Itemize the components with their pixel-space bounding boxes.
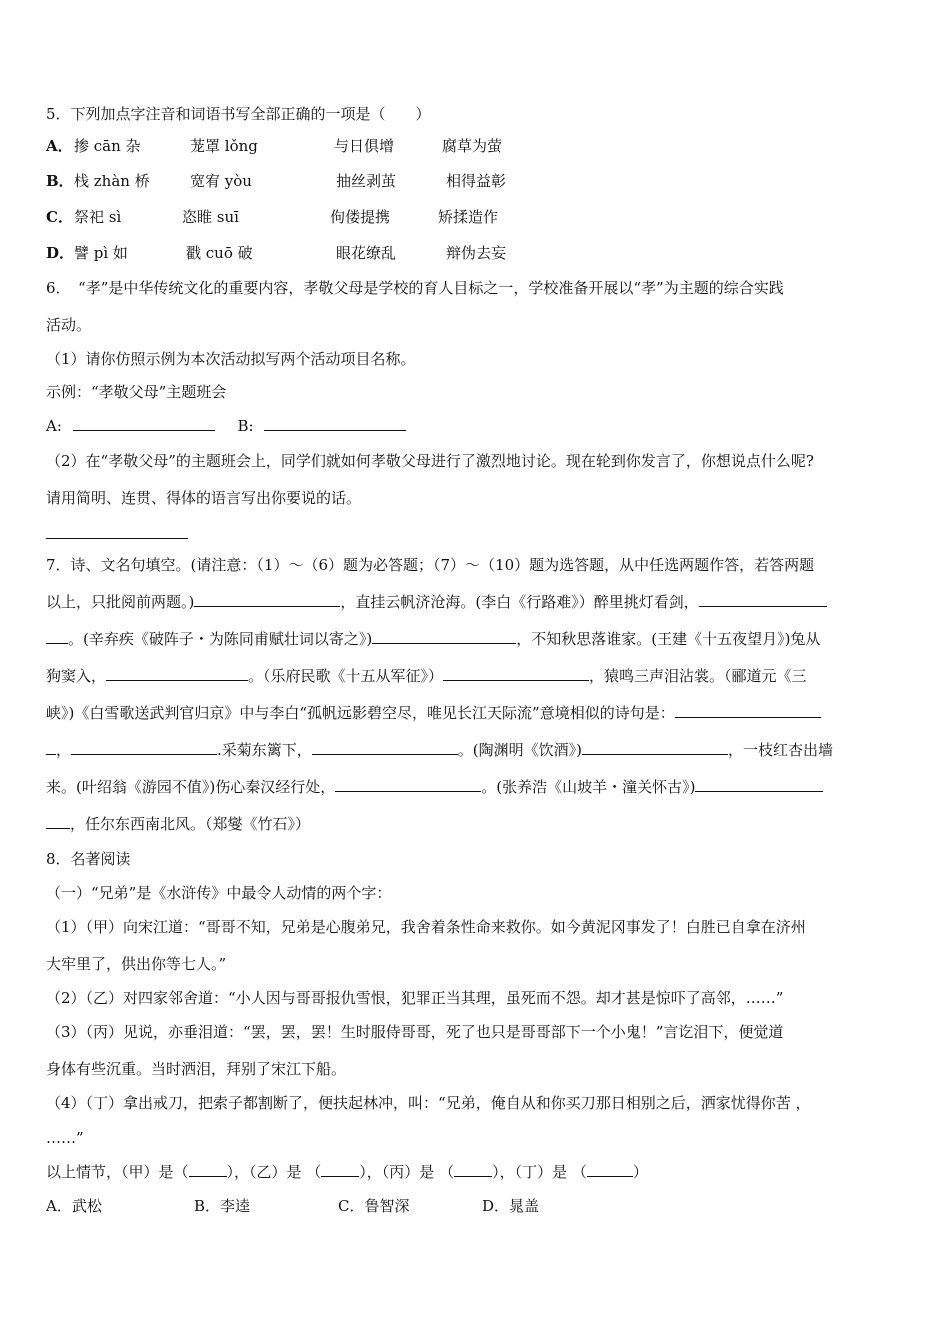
q6-stem-line-2: 活动。: [46, 316, 92, 334]
q7-blank-8[interactable]: [312, 740, 458, 755]
q7-blank-9[interactable]: [582, 740, 728, 755]
q7-line-6: [46, 740, 833, 760]
q7-line-3-text-a: 。(辛弃疾《破阵子・为陈同甫赋壮词以寄之》): [68, 630, 373, 648]
q6-sub-question-2-line-1: （2）在“孝敬父母”的主题班会上，同学们就如何孝敬父母进行了激烈地讨论。现在轮到你发言了，你想说点什么呢?: [46, 452, 814, 470]
q8-question-ding: ），（丁）是 （: [492, 1163, 587, 1181]
q7-blank-11a[interactable]: [695, 777, 823, 792]
q5-option-d-word-4: 辩伪去妄: [446, 244, 507, 262]
q5-option-b-label: B．: [46, 172, 74, 190]
q8-title: 8．名著阅读: [46, 850, 131, 868]
q5-option-c-label: C．: [46, 208, 73, 226]
q8-passage-4-line-1: （4）（丁）拿出戒刀，把索子都割断了，便扶起林冲，叫：“兄弟，俺自从和你买刀那日相别之后，洒家忧得你苦 ，: [46, 1094, 811, 1112]
q8-option-c: C．鲁智深: [338, 1197, 410, 1215]
q8-passage-4-line-2: ……”: [46, 1129, 84, 1147]
q8-passage-1-line-2: 大牢里了，供出你等七人。”: [46, 955, 227, 973]
q7-line-7-text-b: 。(张养浩《山坡羊・潼关怀古》): [481, 778, 696, 796]
q5-option-d-word-2: 戳 cuō 破: [186, 244, 253, 262]
q8-passage-3-line-2: 身体有些沉重。当时洒泪，拜别了宋江下船。: [46, 1060, 347, 1078]
q6-stem-line-1: 6． “孝”是中华传统文化的重要内容，孝敬父母是学校的育人目标之一，学校准备开展以“孝”为主题的综合实践: [46, 279, 784, 297]
q6-answer-b-label: B:: [237, 417, 254, 435]
q5-option-c-word-1: 祭祀 sì: [74, 208, 122, 226]
q6-answer-a-label: A:: [46, 417, 62, 435]
q7-line-4-text-a: 狗窦入，: [46, 667, 107, 685]
q7-line-6-text-d: ，一枝红杏出墙: [728, 741, 834, 759]
q8-passage-3-line-1: （3）（丙）见说，亦垂泪道：“罢，罢，罢！生时服侍哥哥，死了也只是哥哥部下一个小鬼！”言讫泪下，便觉道: [46, 1023, 784, 1041]
q6-sub-question-1: （1）请你仿照示例为本次活动拟写两个活动项目名称。: [46, 350, 416, 368]
q7-blank-5[interactable]: [443, 666, 589, 681]
q5-option-d-word-3: 眼花缭乱: [336, 244, 397, 262]
q7-line-2: [46, 592, 827, 612]
q5-option-c-word-3: 佝偻提携: [330, 208, 391, 226]
q7-line-1: 7．诗、文名句填空。(请注意：（1）～（6）题为必答题；（7）～（10）题为选答题，从中任选两题作答，若答两题: [46, 556, 815, 574]
q7-blank-2a[interactable]: [699, 592, 827, 607]
q7-line-6-text-b: .采菊东篱下，: [217, 741, 312, 759]
q7-line-5-text: 峡》)《白雪歌送武判官归京》中与李白“孤帆远影碧空尽，唯见长江天际流”意境相似的诗句是：: [46, 704, 675, 722]
q7-blank-10[interactable]: [335, 777, 481, 792]
q5-option-a-word-3: 与日俱增: [334, 137, 395, 155]
q5-option-a-word-1: 掺 cān 杂: [74, 137, 141, 155]
q8-question-end: ）: [632, 1163, 648, 1181]
q5-option-a-word-4: 腐草为萤: [442, 137, 503, 155]
q5-option-b-word-2: 宽宥 yòu: [190, 172, 252, 190]
q7-line-4-text-c: ，猿鸣三声泪沾裳。（郦道元《三: [589, 667, 807, 685]
q5-option-d-word-1: 譬 pì 如: [74, 244, 128, 262]
q6-speech-blank[interactable]: [46, 538, 188, 539]
q7-blank-6a[interactable]: [675, 703, 821, 718]
q7-line-8-text: ，任尔东西南北风。（郑燮《竹石》）: [70, 815, 311, 833]
q8-passage-2: （2）（乙）对四家邻舍道：“小人因与哥哥报仇雪恨，犯罪正当其理，虽死而不怨。却才甚是惊吓了高邻，……”: [46, 989, 784, 1007]
q8-question-bing: ），（丙）是 （: [359, 1163, 455, 1181]
q5-option-b-word-4: 相得益彰: [446, 172, 507, 190]
q7-line-3-text-b: ，不知秋思落谁家。(王建《十五夜望月》)兔从: [516, 630, 821, 648]
q8-passage-1-line-1: （1）（甲）向宋江道：“哥哥不知，兄弟是心腹弟兄，我舍着条性命来救你。如今黄泥冈事发了！白胜已自拿在济州: [46, 918, 806, 936]
q7-line-7: [46, 777, 823, 797]
q7-blank-4[interactable]: [106, 666, 248, 681]
q6-answer-a-blank[interactable]: [73, 416, 215, 431]
q5-option-a-word-2: 茏罩 lǒng: [190, 137, 258, 155]
q7-line-2-text-b: ，直挂云帆济沧海。(李白《行路难》）醉里挑灯看剑，: [340, 593, 699, 611]
q7-line-3: [46, 629, 820, 649]
q5-option-b-word-3: 抽丝剥茧: [336, 172, 397, 190]
q8-blank-yi[interactable]: [321, 1162, 359, 1177]
q6-answer-b-blank[interactable]: [264, 416, 406, 431]
q6-answer-row: [46, 416, 406, 436]
q7-line-2-text-a: 以上，只批阅前两题。): [46, 593, 195, 611]
q5-option-d-label: D．: [46, 244, 75, 262]
q8-option-a: A．武松: [46, 1197, 102, 1215]
q8-question-jia: 以上情节，（甲）是（: [46, 1163, 189, 1181]
q6-sub-question-2-line-2: 请用简明、连贯、得体的语言写出你要说的话。: [46, 489, 362, 507]
q5-option-b-word-1: 栈 zhàn 桥: [74, 172, 150, 190]
q7-line-5: [46, 703, 821, 723]
q8-question-row: [46, 1162, 648, 1182]
q8-blank-bing[interactable]: [454, 1162, 492, 1177]
q8-question-yi: ），（乙）是 （: [226, 1163, 322, 1181]
q7-line-7-text-a: 来。(叶绍翁《游园不值》)伤心秦汉经行处，: [46, 778, 336, 796]
q8-intro: （一）“兄弟”是《水浒传》中最令人动情的两个字：: [46, 884, 392, 902]
q8-blank-ding[interactable]: [587, 1162, 633, 1177]
q7-line-4: [46, 666, 807, 686]
q7-blank-1[interactable]: [194, 592, 340, 607]
q7-line-6-text-c: 。(陶渊明《饮酒》): [457, 741, 583, 759]
q5-option-c-word-2: 恣睢 suī: [182, 208, 239, 226]
q5-stem: 5．下列加点字注音和词语书写全部正确的一项是（ ）: [46, 105, 431, 123]
q5-option-c-word-4: 矫揉造作: [438, 208, 499, 226]
q7-blank-3[interactable]: [372, 629, 516, 644]
q6-example: 示例：“孝敬父母”主题班会: [46, 383, 227, 401]
q7-blank-7[interactable]: [71, 740, 217, 755]
q7-blank-6b[interactable]: [46, 740, 56, 755]
q7-blank-2b[interactable]: [46, 629, 68, 644]
q7-line-8: [46, 814, 310, 834]
q5-option-a-label: A．: [46, 137, 73, 155]
q7-line-4-text-b: 。（乐府民歌《十五从军征》）: [248, 667, 444, 685]
q8-option-d: D．晁盖: [482, 1197, 540, 1215]
q7-line-6-text-a: ，: [56, 741, 72, 759]
q7-blank-11b[interactable]: [46, 814, 70, 829]
q8-option-b: B．李逵: [194, 1197, 251, 1215]
q8-blank-jia[interactable]: [189, 1162, 227, 1177]
